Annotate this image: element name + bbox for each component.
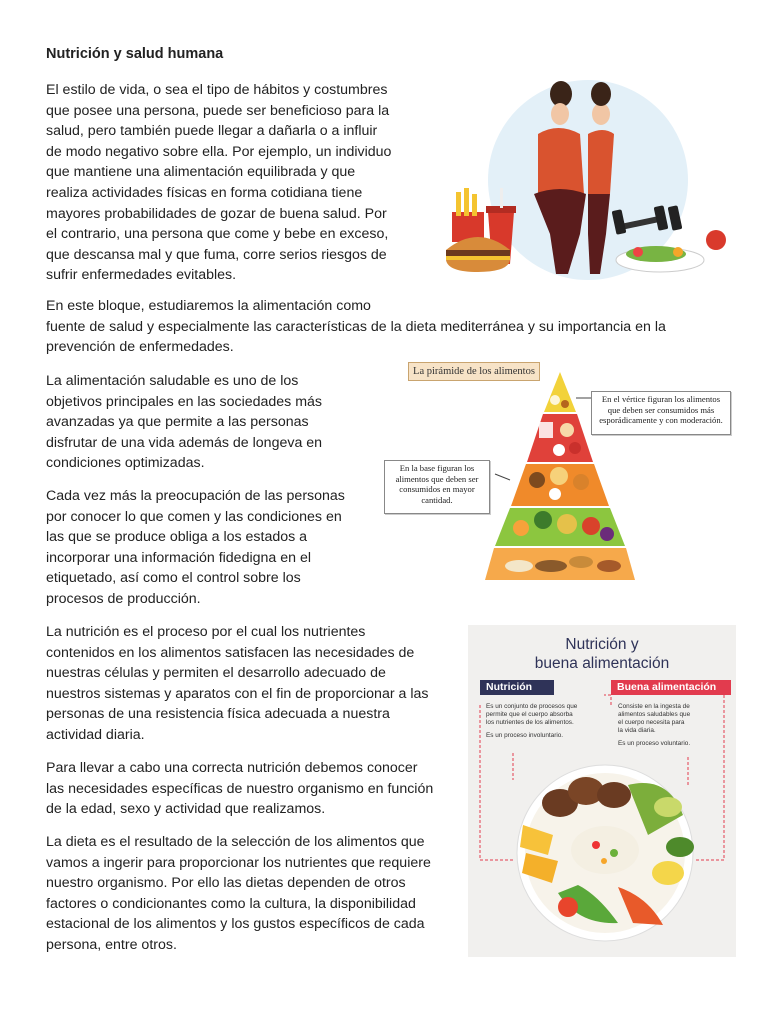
pyramid-note-base: En la base figuran los alimentos que deben ser consumidos en mayor cantidad. — [384, 460, 490, 514]
paragraph-lifestyle: El estilo de vida, o sea el tipo de hábitos y costumbres que posee una persona, puede ser beneficioso para la salud, pero también puede llegar a dañarla o a influir de modo negativo sobre ella. Por ejemplo, un individuo que mantiene una alimentación equilibrada y que realiza actividades físicas en forma cotidiana tiene mayores probabilidades de gozar de buena salud. Por el contrario, una persona que come y bebe en exceso, que descansa mal y que fuma, corre serios riesgos de sufrir enfermedades evitables. — [46, 82, 392, 284]
tag-nutricion: Nutrición — [480, 680, 554, 695]
lifestyle-illustration — [438, 74, 738, 284]
paragraph-healthy-eating: La alimentación saludable es uno de los objetivos principales en las sociedades más avanzadas ya que permite a las personas disfrutar de una vida además de longeva en condiciones optimizadas. — [46, 373, 323, 472]
paragraph-labeling: Cada vez más la preocupación de las personas por conocer lo que comen y las condiciones en las que se produce obliga a los estados a incorporar una información fidedigna en el etiquetado, así como el control sobre los procesos de producción. — [46, 488, 345, 607]
buena-alimentacion-description: Consiste en la ingesta de alimentos saludables que el cuerpo necesita para la vida diaria. Es un proceso voluntario. — [618, 703, 691, 747]
paragraph-diet: La dieta es el resultado de la selección de los alimentos que vamos a ingerir para proporcionar los nutrientes que requiere nuestro organismo. Por ello las dietas dependen de otros factores o condicionantes como la cultura, la disponibilidad estacional de los alimentos y los gustos específicos de cada persona, entre otros. — [46, 834, 431, 953]
paragraph-block-intro: En este bloque, estudiaremos la alimentación como fuente de salud y especialmente las características de la dieta mediterránea y su importancia en la prevención de enfermedades. — [46, 298, 666, 356]
page-title: Nutrición y salud humana — [46, 46, 224, 62]
plate-illustration — [468, 625, 736, 957]
paragraph-nutrition-definition: La nutrición es el proceso por el cual los nutrientes contenidos en los alimentos satisfacen las necesidades de nuestras células y permiten el desarrollo adecuado de nuestros sistemas y aparatos con el fin de proporcionar a las personas de una resistencia física adecuada a nuestra actividad diaria. — [46, 624, 429, 743]
tag-buena-alimentacion: Buena alimentación — [611, 680, 731, 695]
pyramid-note-top: En el vértice figuran los alimentos que deben ser consumidos más esporádicamente y con moderación. — [591, 391, 731, 435]
pyramid-title: La pirámide de los alimentos — [408, 362, 540, 381]
paragraph-needs: Para llevar a cabo una correcta nutrición debemos conocer las necesidades específicas de nuestro organismo en función de la edad, sexo y actividad que realizamos. — [46, 760, 434, 818]
infographic-title-line1: Nutrición y — [565, 636, 639, 653]
pyramid-level-top — [544, 372, 576, 412]
infographic-title-line2: buena alimentación — [534, 655, 670, 672]
nutrition-infographic — [468, 625, 736, 957]
nutricion-description: Es un conjunto de procesos que permite que el cuerpo absorba los nutrientes de los alimentos. Es un proceso involuntario. — [486, 703, 578, 739]
